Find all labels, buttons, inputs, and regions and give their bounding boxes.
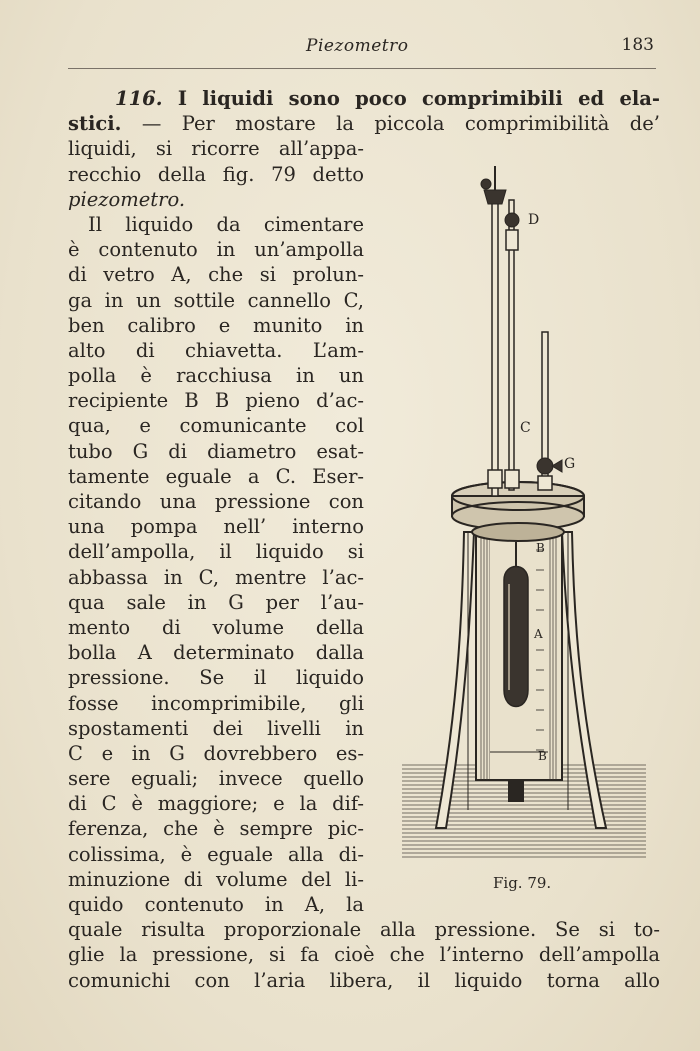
tube-G: [537, 332, 562, 490]
text-line-full: glie la pressione, si fa cioè che l’interno dell’ampolla: [68, 943, 660, 967]
text-line-full: comunichi con l’aria libera, il liquido torna allo: [68, 968, 660, 992]
running-title: Piezometro: [306, 36, 409, 56]
section-title-part2: stici.: [68, 112, 122, 136]
section-intro-rest: — Per mostare la piccola comprimibilità de’: [141, 112, 660, 136]
tube-D: [505, 200, 519, 490]
text-line: recchio della fig. 79 detto: [68, 162, 364, 186]
text-line: mento di volume della: [68, 615, 364, 639]
text-line: ben calibro e munito in: [68, 313, 364, 337]
term-piezometro: piezometro.: [68, 187, 186, 211]
text-line: spostamenti dei livelli in: [68, 716, 364, 740]
text-line: ferenza, che è sempre pic-: [68, 817, 364, 841]
page-number: 183: [621, 35, 654, 55]
text-line: tamente eguale a C. Eser-: [68, 464, 364, 488]
text-line: abbassa in C, mentre l’ac-: [68, 565, 364, 589]
text-line: è contenuto in un’ampolla: [68, 238, 364, 262]
label-C: C: [520, 420, 531, 436]
tube-C: [481, 166, 506, 496]
piezometer-figure: [396, 160, 650, 868]
header-rule: [68, 68, 656, 69]
section-heading-line-2: [68, 111, 660, 136]
text-line: tubo G di diametro esat-: [68, 439, 364, 463]
text-line: fosse incomprimibile, gli: [68, 691, 364, 715]
text-line-full: quale risulta proporzionale alla pressione. Se si to-: [68, 918, 660, 942]
text-line: di C è maggiore; e la dif-: [68, 792, 364, 816]
label-A: A: [534, 627, 543, 641]
text-line: quido contenuto in A, la: [68, 893, 364, 916]
text-line: minuzione di volume del li-: [68, 867, 364, 891]
label-B-top: B: [536, 541, 545, 555]
section-title-part1: I liquidi sono poco comprimibili ed ela-: [177, 87, 660, 110]
text-line: C e in G dovrebbero es-: [68, 741, 364, 765]
section-heading-line: [68, 86, 660, 111]
text-line: dell’ampolla, il liquido si: [68, 540, 364, 564]
label-D: D: [528, 212, 540, 228]
page-header: [68, 34, 656, 60]
text-line: colissima, è eguale alla di-: [68, 842, 364, 866]
text-line: recipiente B B pieno d’ac-: [68, 389, 364, 413]
text-line: Il liquido da cimentare: [88, 212, 364, 236]
figure-caption: Fig. 79.: [493, 874, 552, 892]
text-line: una pompa nell’ interno: [68, 515, 364, 539]
text-line: alto di chiavetta. L’am-: [68, 338, 364, 362]
text-line: citando una pressione con: [68, 490, 364, 513]
text-line: ga in un sottile cannello C,: [68, 288, 364, 312]
text-line: qua sale in G per l’au-: [68, 590, 364, 614]
text-line: di vetro A, che si prolun-: [68, 263, 364, 287]
text-line: pressione. Se il liquido: [68, 666, 364, 690]
label-G: G: [564, 456, 576, 472]
label-B-bottom: B: [538, 749, 547, 763]
text-line: sere eguali; invece quello: [68, 767, 364, 791]
text-line: liquidi, si ricorre all’appa-: [68, 137, 364, 161]
text-line: qua, e comunicante col: [68, 414, 364, 438]
vessel-lid: [452, 482, 584, 541]
text-line: polla è racchiusa in un: [68, 364, 364, 388]
section-number: 116.: [115, 87, 163, 110]
text-line: bolla A determinato dalla: [68, 641, 364, 665]
